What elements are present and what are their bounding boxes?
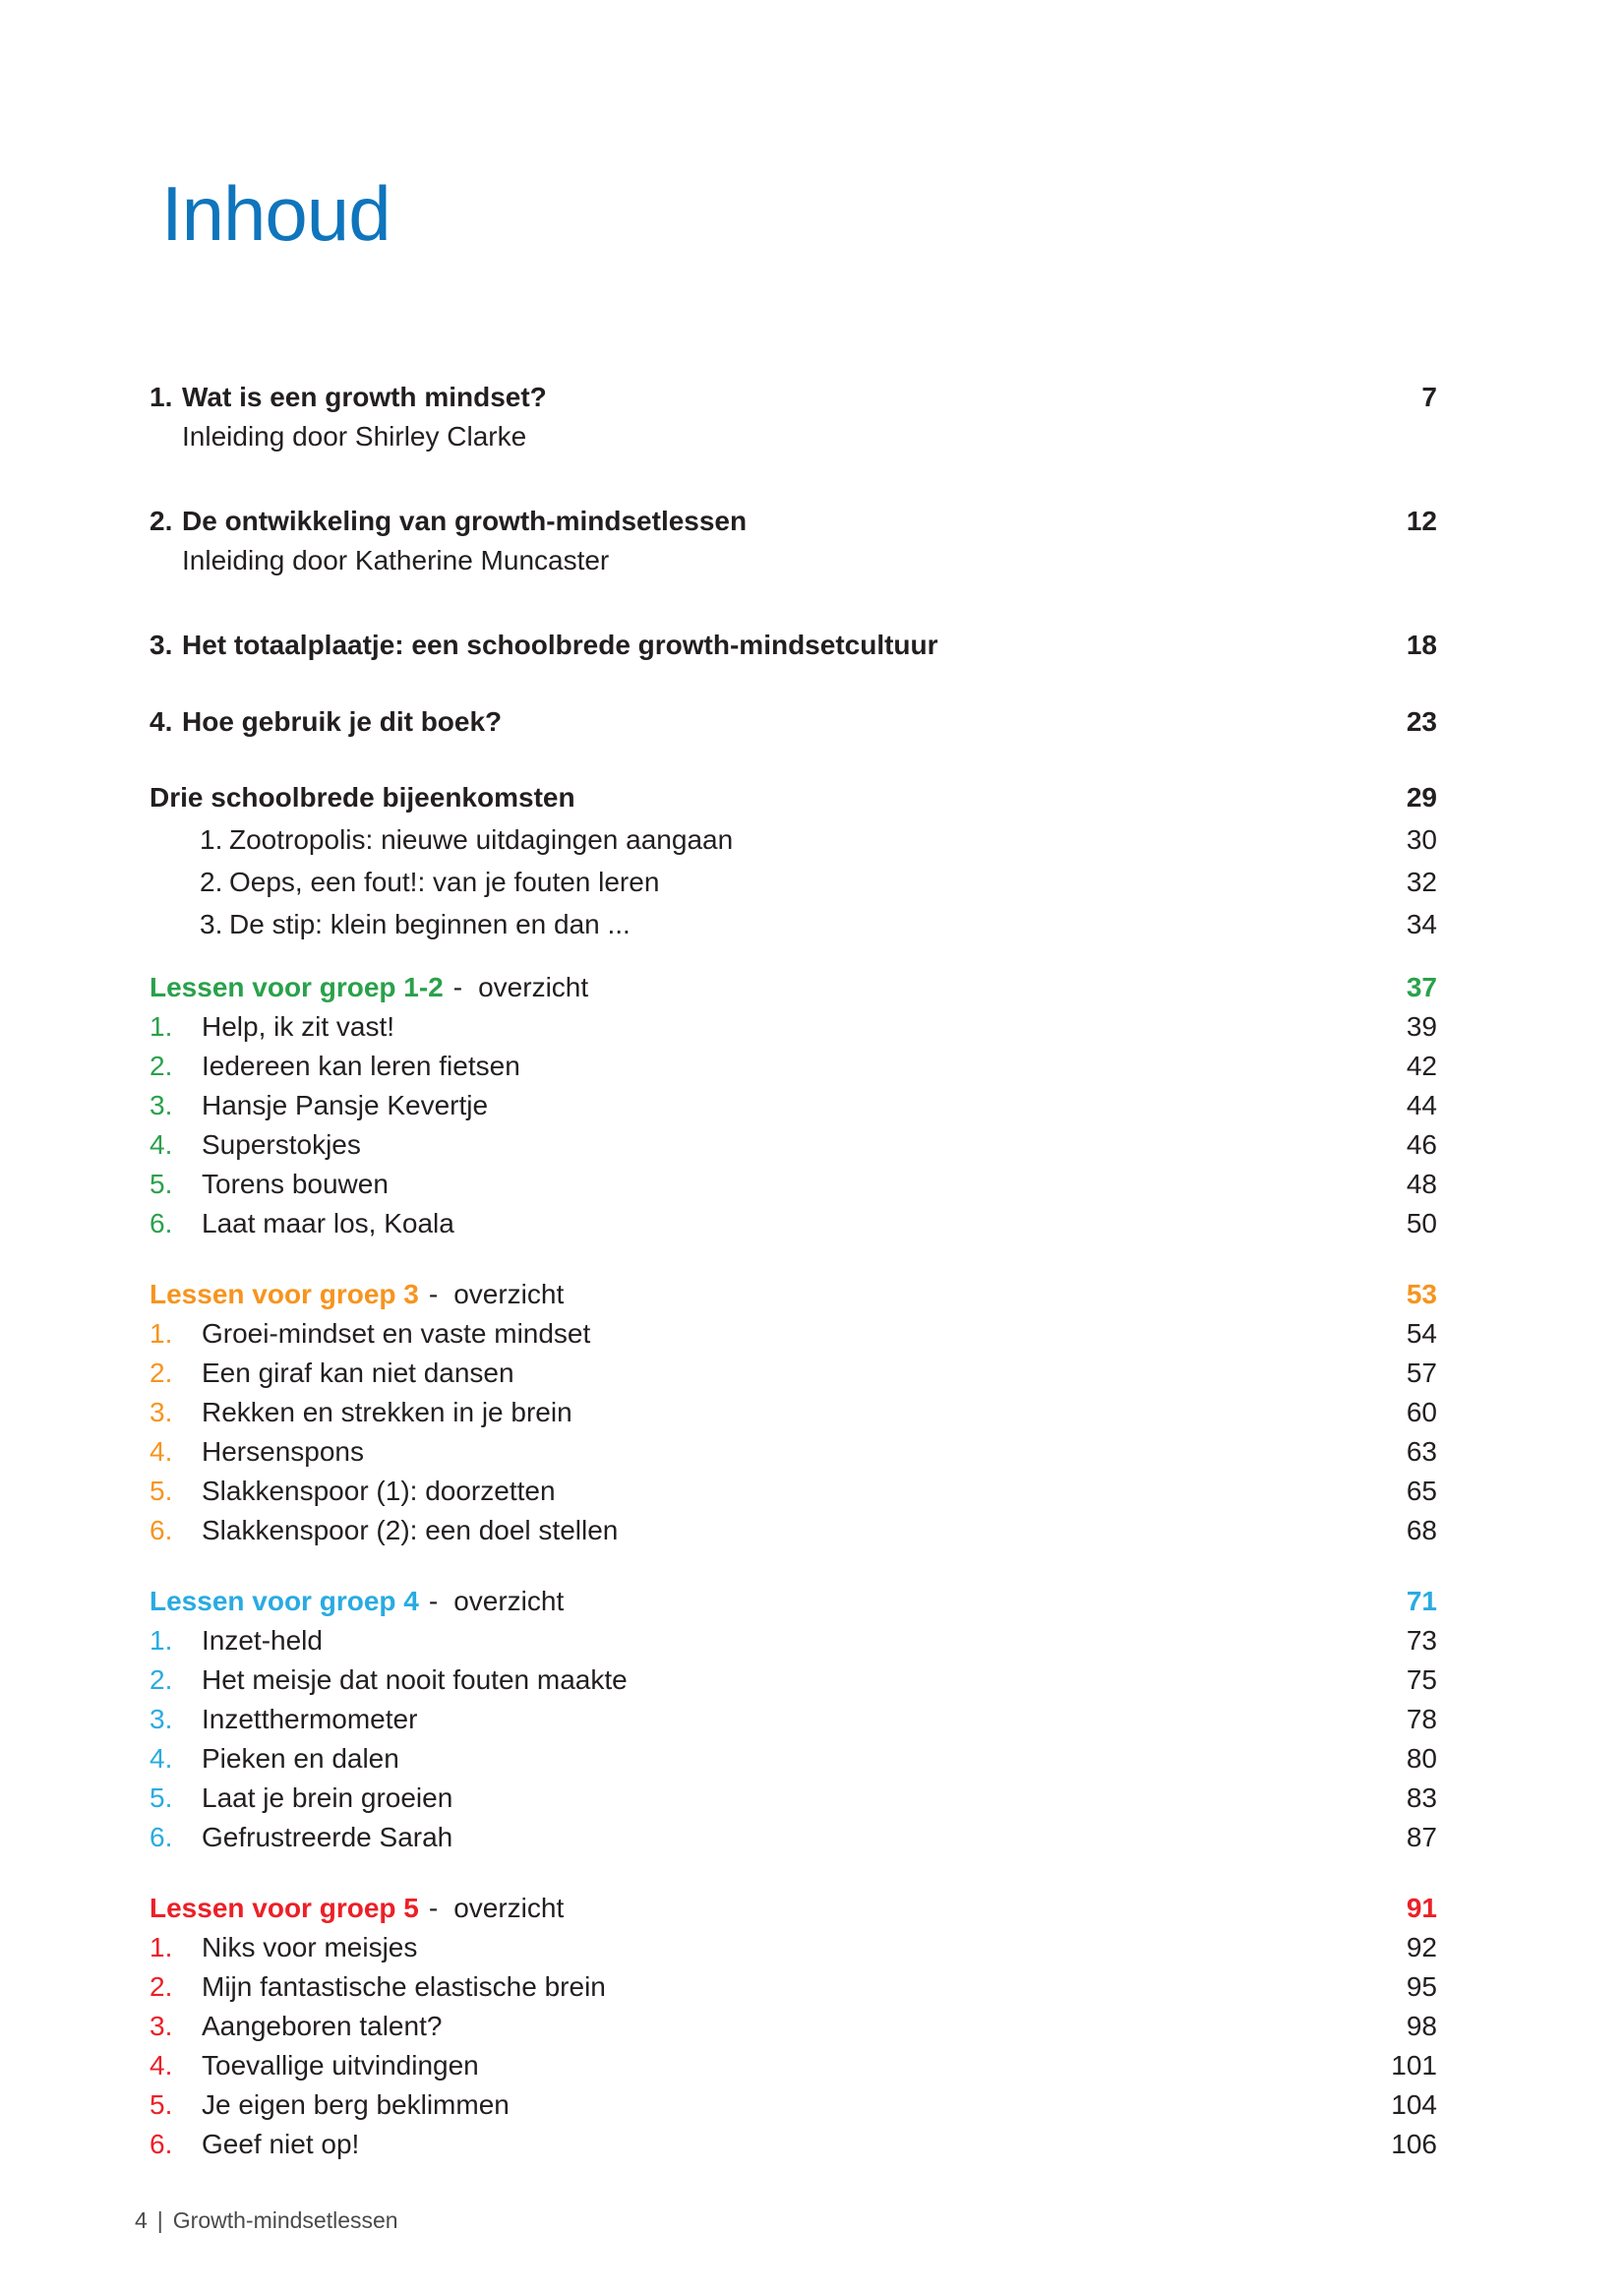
entry-page-number: 104 — [1391, 2089, 1437, 2120]
entry-page-number: 57 — [1406, 1358, 1437, 1388]
toc-lesson-entry — [150, 1511, 1437, 1550]
entry-page-number: 83 — [1406, 1782, 1437, 1813]
entry-number: 1. — [150, 382, 173, 412]
group-title-dash: - — [428, 1586, 439, 1616]
toc-lesson-entry — [150, 1165, 1437, 1204]
entry-title: Slakkenspoor (1): doorzetten — [202, 1476, 556, 1506]
toc-entry-subtitle-row — [150, 417, 1437, 456]
toc-lesson-entry — [150, 1007, 1437, 1047]
entry-page-number: 78 — [1406, 1704, 1437, 1734]
toc-lesson-entry — [150, 1314, 1437, 1354]
entry-number: 3. — [200, 909, 223, 939]
entry-page-number: 63 — [1406, 1436, 1437, 1467]
toc-main-entry — [150, 502, 1437, 580]
entry-page-number: 73 — [1406, 1625, 1437, 1656]
group-page-number: 71 — [1406, 1586, 1437, 1616]
entry-page-number: 48 — [1406, 1169, 1437, 1199]
toc-main-entry — [150, 378, 1437, 456]
entry-page-number: 80 — [1406, 1743, 1437, 1774]
toc-lesson-entry — [150, 1739, 1437, 1779]
toc-sub-entry — [150, 820, 1437, 860]
entry-page-number: 54 — [1406, 1318, 1437, 1349]
entry-number: 6. — [150, 2129, 173, 2159]
group-title-dash: - — [428, 1279, 439, 1309]
toc-lesson-entry — [150, 2085, 1437, 2125]
entry-number: 4. — [150, 1129, 173, 1160]
group-title-suffix: overzicht — [478, 972, 589, 1002]
section-title: Drie schoolbrede bijeenkomsten — [150, 782, 575, 813]
footer-book-title: Growth-mindsetlessen — [172, 2207, 398, 2233]
footer-page-number: 4 — [135, 2207, 148, 2233]
entry-title: Inzet-held — [202, 1625, 323, 1656]
entry-title: Iedereen kan leren fietsen — [202, 1051, 520, 1081]
toc-meetings-section — [150, 778, 1437, 944]
entry-title: Aangeboren talent? — [202, 2011, 443, 2041]
group-title-dash: - — [428, 1893, 439, 1923]
group-title: Lessen voor groep 5 — [150, 1893, 419, 1923]
entry-title: Slakkenspoor (2): een doel stellen — [202, 1515, 619, 1545]
page-title: Inhoud — [161, 170, 391, 257]
entry-page-number: 12 — [1406, 506, 1437, 536]
entry-page-number: 7 — [1421, 382, 1437, 412]
entry-number: 2. — [150, 506, 173, 536]
entry-title: Hersenspons — [202, 1436, 364, 1467]
toc-lesson-entry — [150, 1472, 1437, 1511]
entry-page-number: 32 — [1406, 867, 1437, 897]
entry-number: 3. — [150, 1704, 173, 1734]
toc-lesson-entry — [150, 1086, 1437, 1125]
toc-sub-entry — [150, 863, 1437, 902]
group-title-dash: - — [452, 972, 463, 1002]
entry-number: 1. — [150, 1011, 173, 1042]
entry-number: 4. — [150, 2050, 173, 2081]
entry-title: Hoe gebruik je dit boek? — [182, 706, 503, 737]
toc-content — [150, 0, 1437, 2164]
entry-number: 6. — [150, 1208, 173, 1238]
section-page-number: 29 — [1406, 782, 1437, 813]
entry-number: 2. — [150, 1051, 173, 1081]
entry-title: Rekken en strekken in je brein — [202, 1397, 572, 1427]
entry-number: 4. — [150, 706, 173, 737]
entry-page-number: 42 — [1406, 1051, 1437, 1081]
toc-lesson-entry — [150, 1393, 1437, 1432]
group-header-row — [150, 1582, 1437, 1621]
entry-number: 1. — [150, 1318, 173, 1349]
entry-number: 2. — [150, 1664, 173, 1695]
group-title: Lessen voor groep 1-2 — [150, 972, 444, 1002]
toc-lesson-entry — [150, 1621, 1437, 1660]
entry-number: 4. — [150, 1743, 173, 1774]
toc-lesson-entry — [150, 1432, 1437, 1472]
entry-subtitle: Inleiding door Shirley Clarke — [182, 421, 527, 452]
toc-group-section-groep-1-2 — [150, 968, 1437, 1243]
entry-page-number: 50 — [1406, 1208, 1437, 1238]
entry-page-number: 87 — [1406, 1822, 1437, 1852]
entry-number: 3. — [150, 1090, 173, 1120]
toc-lesson-entry — [150, 1818, 1437, 1857]
entry-title: Laat maar los, Koala — [202, 1208, 454, 1238]
entry-title: De stip: klein beginnen en dan ... — [229, 909, 631, 939]
group-page-number: 91 — [1406, 1893, 1437, 1923]
entry-title: Groei-mindset en vaste mindset — [202, 1318, 591, 1349]
group-title-suffix: overzicht — [453, 1893, 565, 1923]
entry-page-number: 60 — [1406, 1397, 1437, 1427]
entry-number: 6. — [150, 1515, 173, 1545]
entry-title: Een giraf kan niet dansen — [202, 1358, 514, 1388]
toc-lesson-entry — [150, 1204, 1437, 1243]
toc-lesson-entry — [150, 1967, 1437, 2007]
entry-number: 2. — [150, 1971, 173, 2002]
group-title-suffix: overzicht — [453, 1279, 565, 1309]
group-header-row — [150, 1275, 1437, 1314]
entry-number: 5. — [150, 1782, 173, 1813]
toc-lesson-entry — [150, 1779, 1437, 1818]
page-footer — [135, 2205, 398, 2235]
entry-number: 1. — [200, 824, 223, 855]
entry-number: 5. — [150, 1169, 173, 1199]
group-page-number: 37 — [1406, 972, 1437, 1002]
entry-title: Superstokjes — [202, 1129, 361, 1160]
entry-title: Geef niet op! — [202, 2129, 360, 2159]
footer-separator: | — [156, 2207, 163, 2233]
entry-page-number: 95 — [1406, 1971, 1437, 2002]
entry-page-number: 98 — [1406, 2011, 1437, 2041]
toc-lesson-entry — [150, 1660, 1437, 1700]
toc-lesson-entry — [150, 1928, 1437, 1967]
entry-title: Laat je brein groeien — [202, 1782, 453, 1813]
entry-number: 5. — [150, 1476, 173, 1506]
group-title: Lessen voor groep 4 — [150, 1586, 419, 1616]
entry-title: Niks voor meisjes — [202, 1932, 418, 1962]
entry-number: 2. — [150, 1358, 173, 1388]
toc-group-section-groep-5 — [150, 1889, 1437, 2164]
toc-lesson-entry — [150, 1354, 1437, 1393]
entry-title: Je eigen berg beklimmen — [202, 2089, 510, 2120]
entry-page-number: 46 — [1406, 1129, 1437, 1160]
toc-lesson-entry — [150, 2125, 1437, 2164]
entry-page-number: 65 — [1406, 1476, 1437, 1506]
entry-title: Toevallige uitvindingen — [202, 2050, 479, 2081]
entry-number: 5. — [150, 2089, 173, 2120]
entry-title: Help, ik zit vast! — [202, 1011, 395, 1042]
entry-title: Pieken en dalen — [202, 1743, 399, 1774]
entry-title: Zootropolis: nieuwe uitdagingen aangaan — [229, 824, 734, 855]
toc-lesson-entry — [150, 1125, 1437, 1165]
entry-page-number: 34 — [1406, 909, 1437, 939]
entry-number: 6. — [150, 1822, 173, 1852]
entry-number: 2. — [200, 867, 223, 897]
entry-title: Torens bouwen — [202, 1169, 389, 1199]
entry-page-number: 106 — [1391, 2129, 1437, 2159]
entry-page-number: 18 — [1406, 630, 1437, 660]
entry-subtitle: Inleiding door Katherine Muncaster — [182, 545, 610, 575]
entry-number: 1. — [150, 1932, 173, 1962]
entry-title: Hansje Pansje Kevertje — [202, 1090, 489, 1120]
toc-main-entry — [150, 702, 1437, 742]
entry-number: 3. — [150, 630, 173, 660]
toc-group-section-groep-3 — [150, 1275, 1437, 1550]
entry-title: Mijn fantastische elastische brein — [202, 1971, 606, 2002]
entry-page-number: 44 — [1406, 1090, 1437, 1120]
entry-title: De ontwikkeling van growth-mindsetlessen — [182, 506, 748, 536]
group-page-number: 53 — [1406, 1279, 1437, 1309]
toc-lesson-entry — [150, 1047, 1437, 1086]
entry-page-number: 23 — [1406, 706, 1437, 737]
entry-title: Gefrustreerde Sarah — [202, 1822, 453, 1852]
group-title-suffix: overzicht — [453, 1586, 565, 1616]
group-header-row — [150, 1889, 1437, 1928]
entry-page-number: 92 — [1406, 1932, 1437, 1962]
entry-page-number: 68 — [1406, 1515, 1437, 1545]
toc-entry-row — [150, 502, 1437, 541]
toc-main-entry — [150, 626, 1437, 665]
entry-title: Het totaalplaatje: een schoolbrede growth-mindsetcultuur — [182, 630, 938, 660]
toc-group-section-groep-4 — [150, 1582, 1437, 1857]
entry-page-number: 39 — [1406, 1011, 1437, 1042]
entry-page-number: 101 — [1391, 2050, 1437, 2081]
group-header-row — [150, 968, 1437, 1007]
entry-number: 3. — [150, 2011, 173, 2041]
group-title: Lessen voor groep 3 — [150, 1279, 419, 1309]
entry-page-number: 75 — [1406, 1664, 1437, 1695]
entry-title: Het meisje dat nooit fouten maakte — [202, 1664, 628, 1695]
entry-number: 1. — [150, 1625, 173, 1656]
toc-lesson-entry — [150, 2046, 1437, 2085]
entry-title: Wat is een growth mindset? — [182, 382, 547, 412]
entry-title: Oeps, een fout!: van je fouten leren — [229, 867, 660, 897]
entry-number: 4. — [150, 1436, 173, 1467]
toc-lesson-entry — [150, 2007, 1437, 2046]
entry-number: 3. — [150, 1397, 173, 1427]
toc-entry-row — [150, 378, 1437, 417]
entry-page-number: 30 — [1406, 824, 1437, 855]
toc-lesson-entry — [150, 1700, 1437, 1739]
entry-title: Inzetthermometer — [202, 1704, 418, 1734]
toc-sub-entry — [150, 905, 1437, 944]
toc-entry-subtitle-row — [150, 541, 1437, 580]
section-header-row — [150, 778, 1437, 817]
